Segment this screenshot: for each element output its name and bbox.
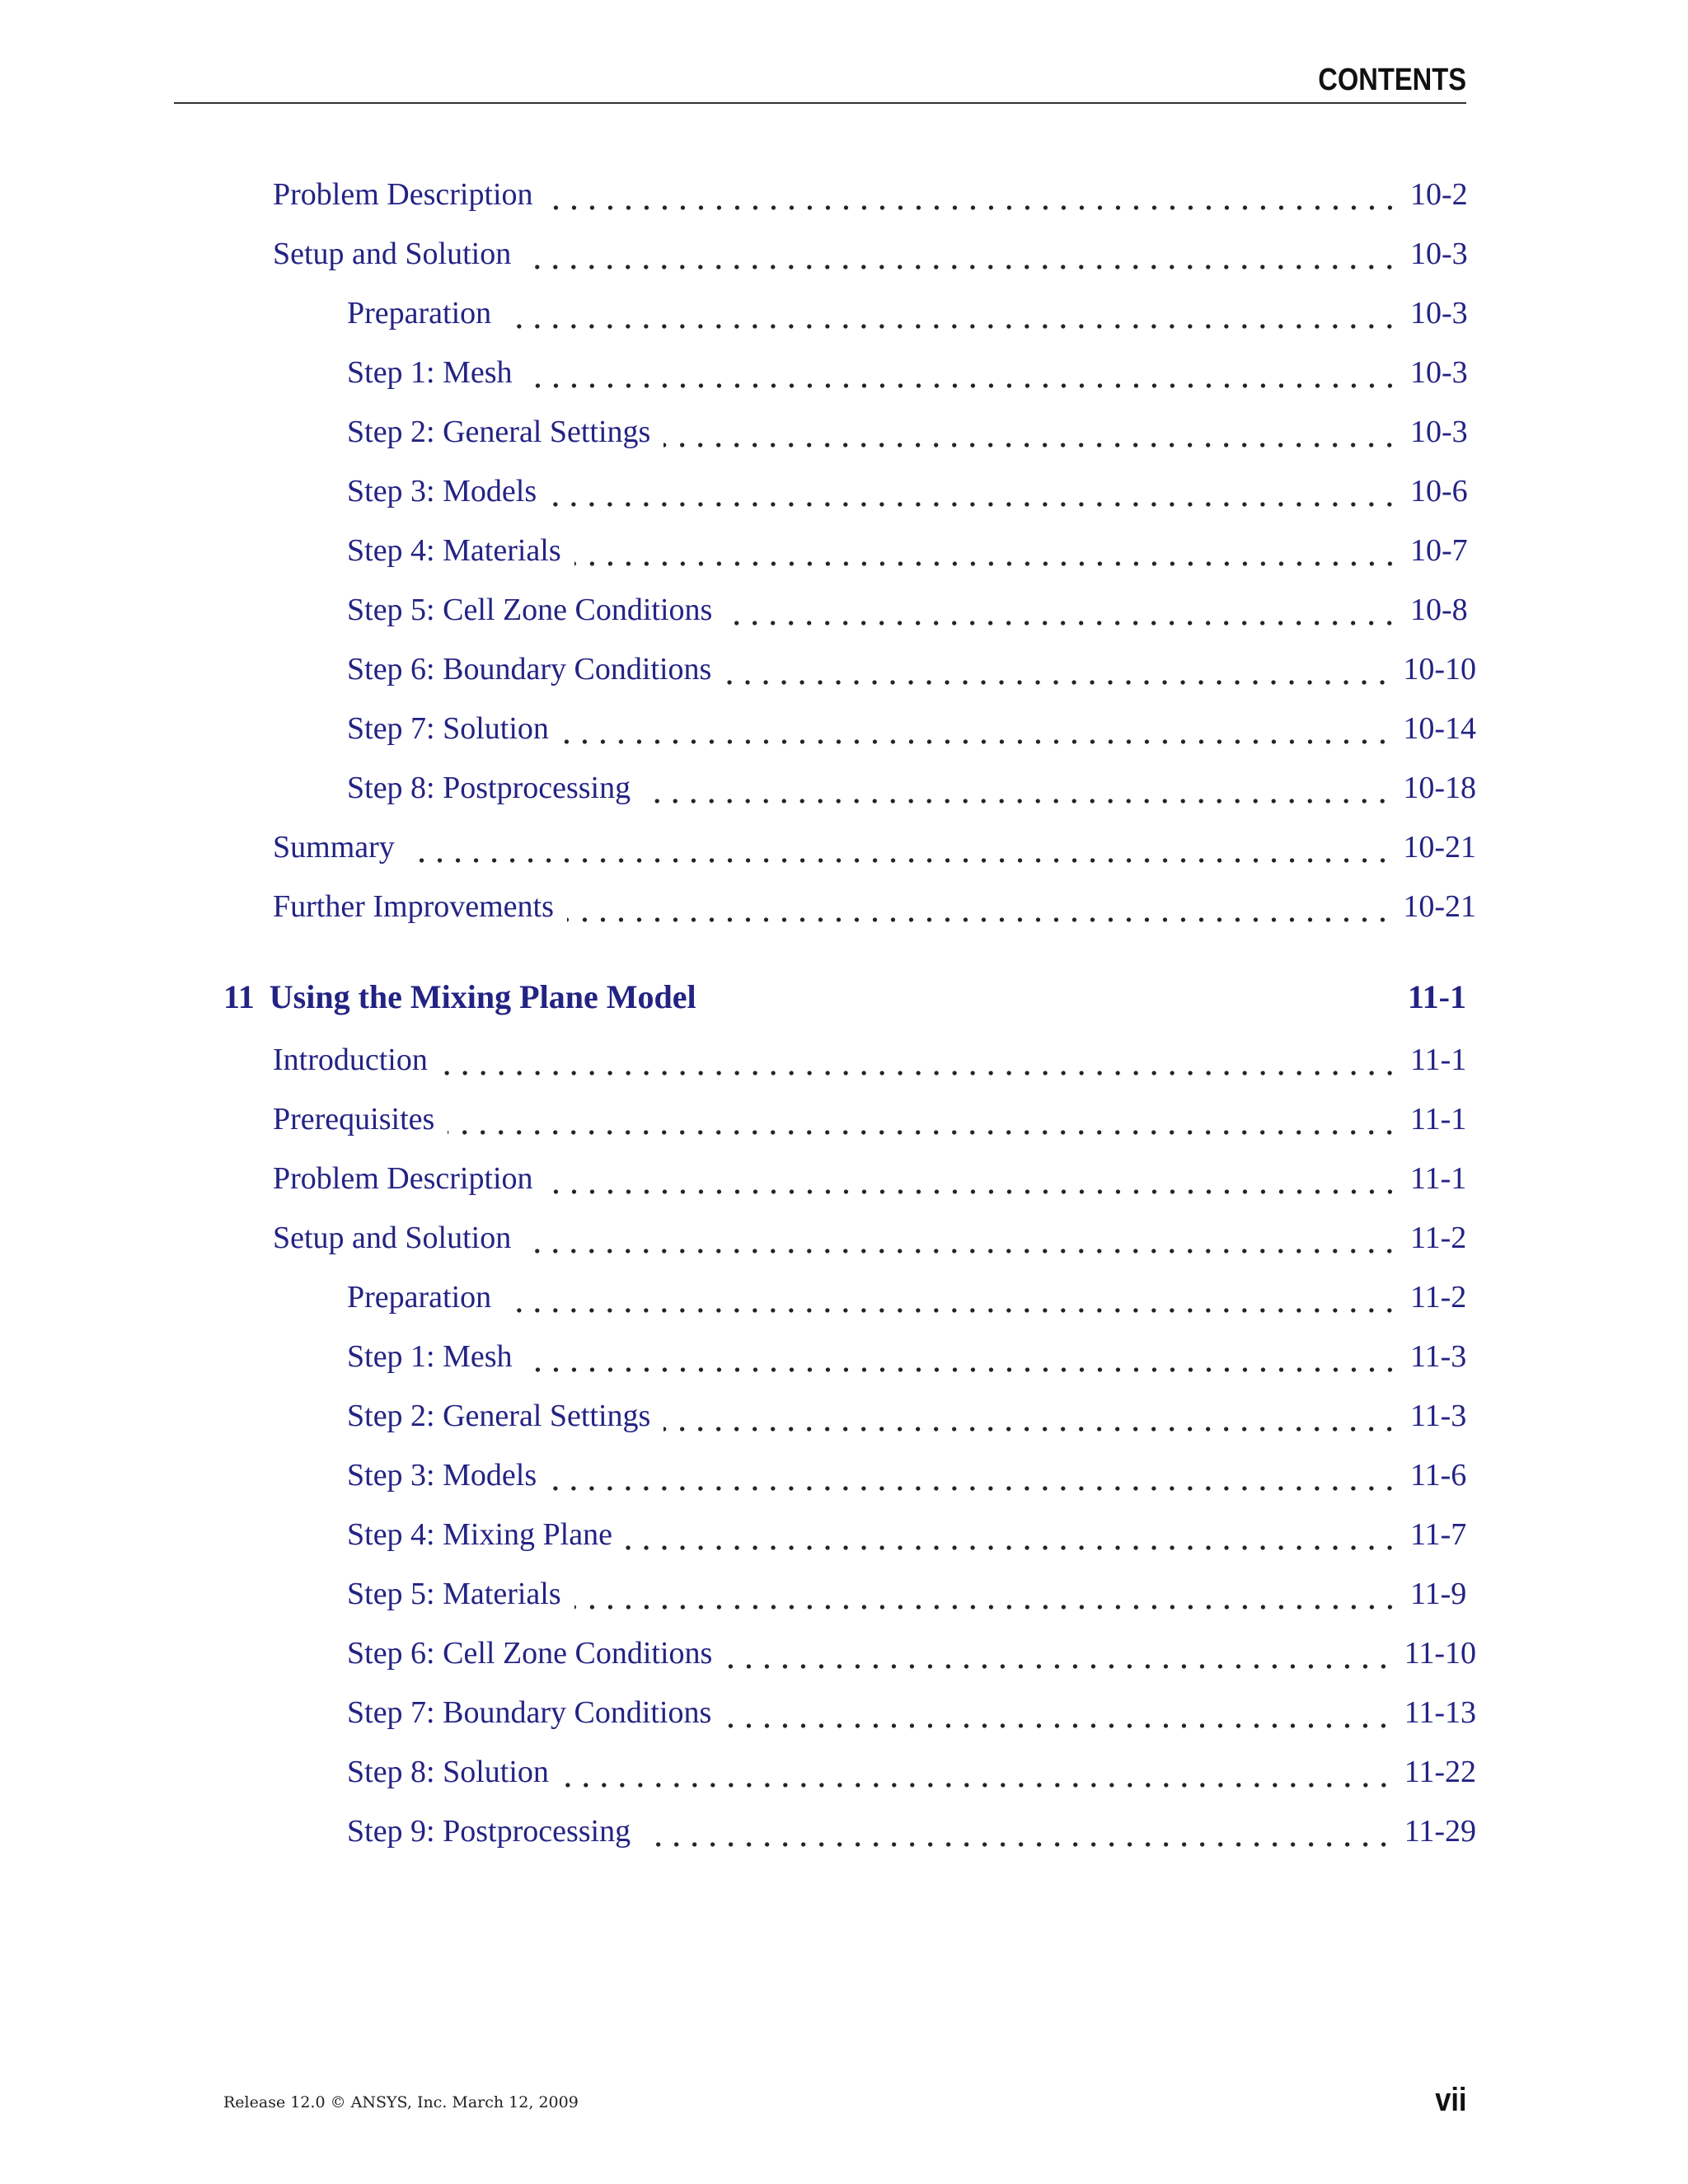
toc-entry-label[interactable]: Problem Description: [273, 1161, 533, 1196]
toc-entry-page[interactable]: 11-22: [1404, 1755, 1476, 1789]
dot-leader: [546, 204, 1399, 212]
toc-entry-label[interactable]: Problem Description: [273, 177, 533, 212]
toc-entry-step3-models-11[interactable]: [347, 1457, 1476, 1502]
dot-leader: [644, 1840, 1393, 1849]
toc-entry-step2-general-settings-11[interactable]: [347, 1398, 1476, 1442]
toc-entry-label[interactable]: Setup and Solution: [273, 237, 512, 271]
toc-entry-step7-solution-10[interactable]: [347, 710, 1476, 755]
toc-entry-page[interactable]: 11-7: [1410, 1517, 1467, 1552]
dot-leader: [644, 797, 1391, 805]
toc-entry-step5-cell-zone-conditions-10[interactable]: [347, 592, 1476, 636]
dot-leader: [504, 1306, 1399, 1315]
toc-entry-page[interactable]: 10-21: [1403, 889, 1476, 924]
dot-leader: [504, 322, 1399, 330]
toc-entry-page[interactable]: 10-3: [1410, 237, 1468, 271]
dot-leader: [574, 560, 1399, 568]
toc-entry-page[interactable]: 10-6: [1410, 474, 1468, 509]
chapter-page[interactable]: 11-1: [1407, 978, 1466, 1015]
toc-entry-label[interactable]: Step 2: General Settings: [347, 415, 651, 449]
dot-leader: [725, 1662, 1392, 1671]
toc-entry-problem-description-11[interactable]: [273, 1160, 1476, 1205]
dot-leader: [574, 1603, 1399, 1611]
toc-entry-step5-materials-11[interactable]: [347, 1576, 1476, 1620]
toc-entry-problem-description-10[interactable]: [273, 176, 1476, 221]
dot-leader: [663, 1425, 1399, 1433]
dot-leader: [562, 738, 1391, 746]
toc-entry-page[interactable]: 10-21: [1403, 830, 1476, 865]
toc-entry-page[interactable]: 11-3: [1410, 1339, 1467, 1374]
toc-entry-step4-materials-10[interactable]: [347, 532, 1476, 577]
toc-entry-page[interactable]: 11-10: [1404, 1636, 1476, 1671]
toc-entry-label[interactable]: Step 8: Postprocessing: [347, 771, 631, 805]
toc-entry-step7-boundary-conditions-11[interactable]: [347, 1694, 1476, 1739]
toc-entry-page[interactable]: 10-10: [1403, 652, 1476, 687]
toc-entry-setup-and-solution-10[interactable]: [273, 236, 1476, 280]
toc-entry-preparation-10[interactable]: [347, 295, 1476, 340]
toc-entry-label[interactable]: Step 2: General Settings: [347, 1399, 651, 1433]
dot-leader: [526, 382, 1399, 390]
toc-entry-further-improvements-10[interactable]: [273, 888, 1476, 933]
toc-entry-step1-mesh-10[interactable]: [347, 354, 1476, 399]
toc-entry-label[interactable]: Step 8: Solution: [347, 1755, 549, 1789]
toc-entry-step6-cell-zone-conditions-11[interactable]: [347, 1635, 1476, 1680]
toc-entry-step8-solution-11[interactable]: [347, 1754, 1476, 1798]
toc-entry-label[interactable]: Step 7: Solution: [347, 711, 549, 746]
toc-entry-page[interactable]: 10-2: [1410, 177, 1468, 212]
toc-entry-page[interactable]: 11-2: [1410, 1280, 1467, 1315]
dot-leader: [526, 1366, 1399, 1374]
toc-entry-step6-boundary-conditions-10[interactable]: [347, 651, 1476, 696]
toc-entry-prerequisites-11[interactable]: [273, 1101, 1476, 1146]
toc-entry-label[interactable]: Preparation: [347, 296, 492, 330]
toc-entry-page[interactable]: 11-2: [1410, 1221, 1467, 1255]
toc-entry-page[interactable]: 11-13: [1404, 1695, 1476, 1730]
toc-entry-label[interactable]: Setup and Solution: [273, 1221, 512, 1255]
toc-entry-page[interactable]: 11-29: [1404, 1814, 1476, 1849]
toc-entry-label[interactable]: Step 5: Cell Zone Conditions: [347, 593, 713, 627]
toc-entry-page[interactable]: 10-3: [1410, 296, 1468, 330]
chapter-title[interactable]: Using the Mixing Plane Model: [269, 978, 696, 1015]
toc-entry-page[interactable]: 11-6: [1410, 1458, 1467, 1493]
toc-entry-introduction-11[interactable]: [273, 1042, 1476, 1086]
toc-entry-step4-mixing-plane-11[interactable]: [347, 1516, 1476, 1561]
dot-leader: [725, 619, 1399, 627]
page-number: vii: [1434, 2082, 1466, 2118]
dot-leader: [724, 1722, 1392, 1730]
dot-leader: [550, 1484, 1399, 1493]
dot-leader: [663, 441, 1399, 449]
toc-entry-summary-10[interactable]: [273, 829, 1476, 874]
toc-chapter-11[interactable]: [223, 977, 1466, 1027]
toc-entry-label[interactable]: Further Improvements: [273, 889, 554, 924]
toc-entry-label[interactable]: Step 5: Materials: [347, 1577, 561, 1611]
dot-leader: [567, 916, 1391, 924]
toc-entry-page[interactable]: 11-1: [1410, 1043, 1467, 1077]
toc-entry-label[interactable]: Step 3: Models: [347, 1458, 537, 1493]
dot-leader: [524, 1247, 1399, 1255]
page-footer: [223, 2082, 1466, 2118]
toc-entry-page[interactable]: 11-1: [1410, 1161, 1467, 1196]
running-head-title: CONTENTS: [1318, 63, 1466, 97]
toc-entry-step8-postprocessing-10[interactable]: [347, 770, 1476, 814]
toc-entry-label[interactable]: Prerequisites: [273, 1102, 435, 1137]
toc-entry-preparation-11[interactable]: [347, 1279, 1476, 1324]
toc-entry-label[interactable]: Step 4: Materials: [347, 533, 561, 568]
toc-entry-step2-general-settings-10[interactable]: [347, 414, 1476, 458]
dot-leader: [546, 1188, 1399, 1196]
dot-leader: [524, 263, 1399, 271]
dot-leader: [626, 1544, 1399, 1552]
release-notice: Release 12.0 © ANSYS, Inc. March 12, 2009: [223, 2093, 579, 2111]
toc-entry-page[interactable]: 10-8: [1410, 593, 1468, 627]
toc-entry-label[interactable]: Step 4: Mixing Plane: [347, 1517, 612, 1552]
toc-entry-label[interactable]: Step 1: Mesh: [347, 1339, 513, 1374]
dot-leader: [550, 500, 1399, 509]
toc-entry-label[interactable]: Step 9: Postprocessing: [347, 1814, 631, 1849]
toc-entry-label[interactable]: Step 6: Cell Zone Conditions: [347, 1636, 713, 1671]
toc-entry-page[interactable]: 10-18: [1403, 771, 1476, 805]
toc-entry-label[interactable]: Preparation: [347, 1280, 492, 1315]
toc-entry-page[interactable]: 10-7: [1410, 533, 1468, 568]
chapter-number: 11: [223, 978, 255, 1015]
toc-entry-label[interactable]: Step 1: Mesh: [347, 355, 513, 390]
toc-entry-step3-models-10[interactable]: [347, 473, 1476, 518]
toc-entry-page[interactable]: 11-9: [1410, 1577, 1467, 1611]
toc-entry-page[interactable]: 10-3: [1410, 415, 1468, 449]
dot-leader: [448, 1128, 1399, 1137]
dot-leader: [408, 856, 1392, 865]
toc-entry-step1-mesh-11[interactable]: [347, 1338, 1476, 1383]
toc-entry-setup-and-solution-11[interactable]: [273, 1220, 1476, 1264]
toc-entry-label[interactable]: Step 7: Boundary Conditions: [347, 1695, 712, 1730]
toc-entry-page[interactable]: 11-1: [1410, 1102, 1467, 1137]
toc-entry-page[interactable]: 10-14: [1403, 711, 1476, 746]
toc-entry-page[interactable]: 11-3: [1410, 1399, 1467, 1433]
dot-leader: [562, 1781, 1393, 1789]
toc-entry-label[interactable]: Introduction: [273, 1043, 428, 1077]
dot-leader: [441, 1069, 1399, 1077]
toc-entry-label[interactable]: Summary: [273, 830, 395, 865]
toc-entry-label[interactable]: Step 3: Models: [347, 474, 537, 509]
dot-leader: [724, 678, 1391, 687]
toc-entry-label[interactable]: Step 6: Boundary Conditions: [347, 652, 712, 687]
toc-entry-page[interactable]: 10-3: [1410, 355, 1468, 390]
toc-entry-step9-postprocessing-11[interactable]: [347, 1813, 1476, 1858]
